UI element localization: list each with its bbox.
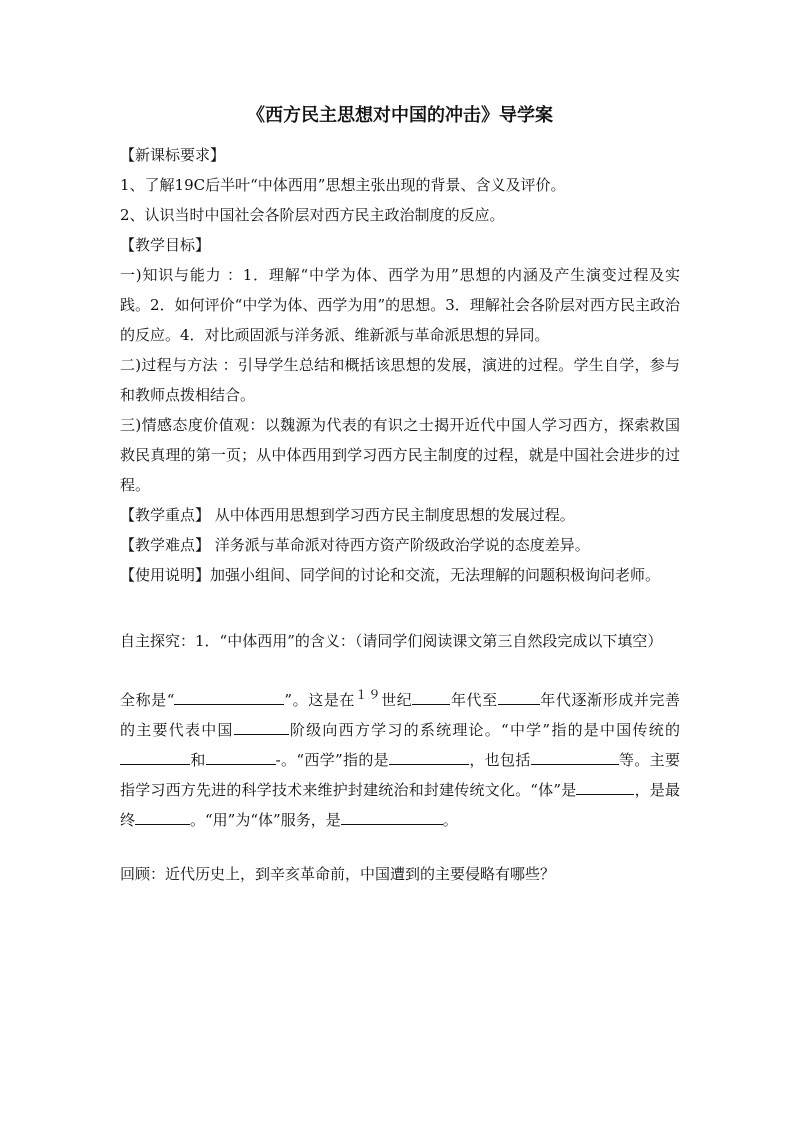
fill-text: ，是最终 xyxy=(120,781,680,829)
objective-emotion: 三)情感态度价值观：以魏源为代表的有识之士揭开近代中国人学习西方，探索救国救民真理的第一页；从中体西用到学习西方民主制度的过程，就是中国社会进步的过程。 xyxy=(120,416,680,494)
fill-text: 等。主要指学习西方先进的科学技术来维护封建统治和封建传统文化。“体”是 xyxy=(120,751,680,799)
fill-text: ”。这是在 xyxy=(284,691,356,709)
key-point-text: 从中体西用思想到学习西方民主制度思想的发展过程。 xyxy=(210,506,575,524)
fill-text: 年代至 xyxy=(450,691,498,709)
fill-text: ，也包括 xyxy=(469,751,531,769)
review-question: 回顾：近代历史上，到辛亥革命前，中国遭到的主要侵略有哪些？ xyxy=(120,865,556,883)
usage-text: 加强小组间、同学间的讨论和交流，无法理解的问题积极询问老师。 xyxy=(210,566,661,584)
fill-text: 。 xyxy=(442,811,458,829)
blank-ultimate[interactable] xyxy=(135,807,190,825)
blank-yong-is[interactable] xyxy=(341,807,443,825)
blank-end-decade[interactable] xyxy=(498,687,540,705)
standards-item-2: 2、认识当时中国社会各阶层对西方民主政治制度的反应。 xyxy=(120,206,505,224)
inquiry-prompt: 自主探究：1．“中体西用”的含义：（请同学们阅读课文第三自然段完成以下填空） xyxy=(120,632,663,650)
blank-chinese-learning-2[interactable] xyxy=(206,747,276,765)
spacer xyxy=(120,656,680,680)
usage-label: 【使用说明】 xyxy=(120,566,211,584)
blank-chinese-learning-1[interactable] xyxy=(120,747,190,765)
objectives-heading: 【教学目标】 xyxy=(120,236,211,254)
standards-item-1: 1、了解19C后半叶“中体西用”思想主张出现的背景、含义及评价。 xyxy=(120,176,566,194)
key-point-label: 【教学重点】 xyxy=(120,506,211,524)
document-body xyxy=(120,96,680,889)
spacer xyxy=(120,590,680,626)
fill-text: 和 xyxy=(190,751,206,769)
blank-start-decade[interactable] xyxy=(412,687,450,705)
difficulty xyxy=(120,530,680,560)
document-title: 《西方民主思想对中国的冲击》导学案 xyxy=(247,105,553,126)
difficulty-text: 洋务派与革命派对待西方资产阶级政治学说的态度差异。 xyxy=(210,536,590,554)
key-point xyxy=(120,500,680,530)
blank-ti-is[interactable] xyxy=(576,777,634,795)
spacer xyxy=(120,835,680,859)
century-number: １９ xyxy=(355,687,382,702)
difficulty-label: 【教学难点】 xyxy=(120,536,211,554)
objective-knowledge: 一)知识与能力 ：1．理解“中学为体、西学为用”思想的内涵及产生演变过程及实践。2．如何评价“中学为体、西学为用”的思想。3．理解社会各阶层对西方民主政治的反应。4．对比顽固派与洋务派、维新派与革命派思想的异同。 xyxy=(120,266,680,344)
standards-heading: 【新课标要求】 xyxy=(120,146,226,164)
fill-in-paragraph xyxy=(120,680,680,835)
blank-full-name[interactable] xyxy=(174,687,284,705)
blank-class[interactable] xyxy=(234,717,289,735)
fill-text: 。“用”为“体”服务，是 xyxy=(190,811,341,829)
objective-process: 二)过程与方法 ：引导学生总结和概括该思想的发展，演进的过程。学生自学，参与和教师点拨相结合。 xyxy=(120,356,680,404)
fill-text: 世纪 xyxy=(381,691,413,709)
blank-also-includes[interactable] xyxy=(531,747,619,765)
fill-text: 全称是“ xyxy=(120,691,175,709)
fill-text: -。“西学”指的是 xyxy=(275,751,390,769)
blank-western-learning[interactable] xyxy=(389,747,469,765)
fill-text: 阶级向西方学习的系统理论。“中学”指的是中国传统的 xyxy=(288,721,680,739)
fill-text: 年代逐渐形成并完善的主要代表中国 xyxy=(120,691,680,739)
usage-note xyxy=(120,560,680,590)
